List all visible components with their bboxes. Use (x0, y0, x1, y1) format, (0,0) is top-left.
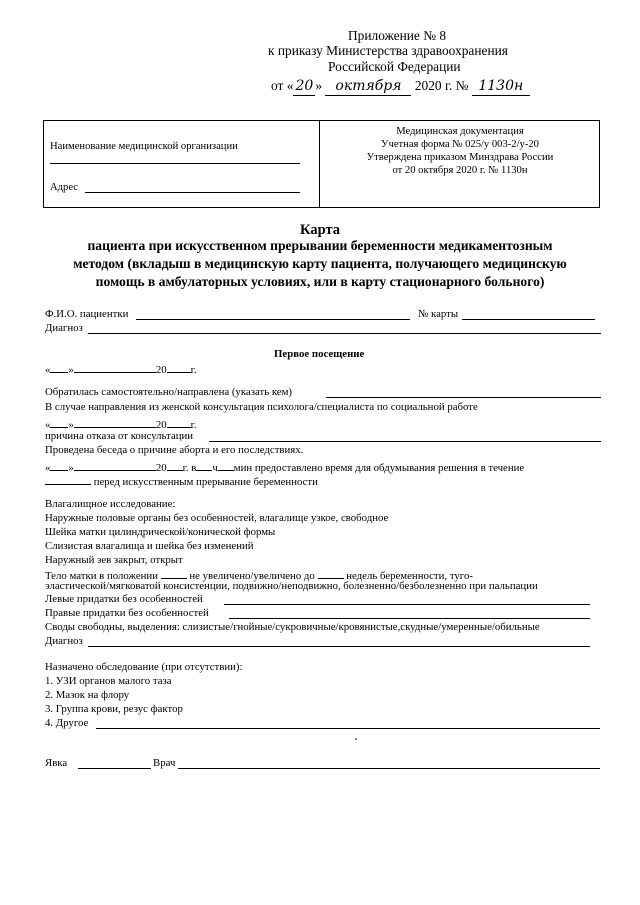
diagnosis-label: Диагноз (45, 322, 83, 334)
decision-period-row (45, 472, 318, 489)
year-suffix: г. (190, 364, 197, 376)
time-g-in: г. в (182, 462, 197, 474)
uterus-size-label: не увеличено/увеличено до (189, 570, 315, 582)
visit-label: Явка (45, 757, 68, 769)
year-suffix: г. (190, 419, 197, 431)
minute-label: мин предоставлено время для обдумывания решения в течение (233, 462, 525, 474)
form-meta (320, 125, 600, 177)
meta-line-1: Медицинская документация (396, 126, 524, 137)
uterus-consistency: эластической/мягковатой консистенции, подвижно/неподвижно, болезненно/безболезненно при пальпации (45, 580, 538, 592)
exam-item-blood-group: 3. Группа крови, резус фактор (45, 703, 183, 715)
appendix-number: Приложение № 8 (348, 28, 447, 43)
diagnosis2-line[interactable] (88, 646, 590, 647)
exam-os: Наружный зев закрыт, открыт (45, 554, 183, 566)
exam-cervix: Шейка матки цилиндрической/конической формы (45, 526, 276, 538)
first-visit-date (45, 360, 197, 377)
date-prefix: от « (271, 78, 294, 93)
refusal-line[interactable] (209, 441, 601, 442)
date-open-quote: « (45, 419, 51, 431)
date-quote-close: » (315, 78, 323, 93)
org-name-line[interactable] (50, 163, 300, 164)
period-blank[interactable] (45, 472, 91, 485)
day-blank[interactable] (50, 415, 68, 428)
left-adnexa-line[interactable] (224, 604, 590, 605)
card-subtitle-1: пациента при искусственном прерывании беременности медикаментозным (87, 238, 553, 253)
diagnosis-line[interactable] (88, 333, 601, 334)
date-open-quote: « (45, 462, 51, 474)
handwritten-day: 20 (293, 78, 315, 96)
card-subtitle-2: методом (вкладыш в медицинскую карту пациента, получающего медицинскую (73, 256, 567, 271)
exam-item-other-label: 4. Другое (45, 717, 89, 729)
exam-external-organs: Наружные половые органы без особенностей, влагалище узкое, свободное (45, 512, 389, 524)
century-label: 20 (155, 462, 167, 474)
fornices-text: Своды свободны, выделения: слизистые/гнойные/сукровичные/кровянистые,скудные/умеренные/обильные (45, 621, 540, 633)
card-number-label: № карты (418, 308, 459, 320)
minute-blank[interactable] (218, 458, 234, 471)
consultation-line: В случае направления из женской консультация психолога/специалиста по социальной работе (45, 401, 478, 413)
order-date-line (271, 77, 530, 96)
card-number-line[interactable] (462, 319, 595, 320)
exam-heading: Влагалищное исследование: (45, 498, 176, 510)
card-title: Карта (300, 222, 340, 238)
exam-item-smear: 2. Мазок на флору (45, 689, 130, 701)
org-name-label: Наименование медицинской организации (50, 141, 238, 152)
century-label: 20 (155, 419, 167, 431)
right-adnexa-label: Правые придатки без особенностей (45, 607, 209, 619)
year-blank[interactable] (167, 360, 191, 373)
meta-line-2: Учетная форма № 025/у 003-2/у-20 (381, 139, 539, 150)
weeks-label: недель беременности, туго- (346, 570, 473, 582)
day-blank[interactable] (50, 458, 68, 471)
address-line[interactable] (85, 192, 300, 193)
first-visit-heading: Первое посещение (274, 348, 365, 360)
exam-mucosa: Слизистая влагалища и шейка без изменений (45, 540, 254, 552)
refusal-label: причина отказа от консультации (45, 430, 194, 442)
day-blank[interactable] (50, 360, 68, 373)
date-open-quote: « (45, 364, 51, 376)
century-label: 20 (155, 364, 167, 376)
uterus-position-blank[interactable] (161, 566, 187, 579)
month-blank[interactable] (74, 458, 156, 471)
patient-name-label: Ф.И.О. пациентки (45, 308, 129, 320)
date-close-quote: » (68, 364, 74, 376)
weeks-blank[interactable] (318, 566, 344, 579)
visit-line[interactable] (78, 768, 151, 769)
header-box (43, 120, 600, 208)
conversation-text: Проведена беседа о причине аборта и его последствиях. (45, 444, 304, 456)
address-label: Адрес (50, 182, 79, 193)
federation-line: Российской Федерации (328, 59, 461, 74)
hour-blank[interactable] (196, 458, 212, 471)
left-adnexa-label: Левые придатки без особенностей (45, 593, 203, 605)
exam-item-ultrasound: 1. УЗИ органов малого таза (45, 675, 172, 687)
date-close-quote: » (68, 419, 74, 431)
exam-item-other-line[interactable] (96, 728, 600, 729)
referral-line[interactable] (326, 397, 601, 398)
uterus-position-label: Тело матки в положении (45, 570, 158, 582)
exams-heading: Назначено обследование (при отсутствии): (45, 661, 243, 673)
handwritten-order-number: 1130н (472, 78, 530, 96)
date-close-quote: » (68, 462, 74, 474)
referral-label: Обратилась самостоятельно/направлена (указать кем) (45, 386, 293, 398)
meta-line-4: от 20 октября 2020 г. № 1130н (392, 165, 528, 176)
order-line: к приказу Министерства здравоохранения (268, 43, 508, 58)
hour-label: ч (212, 462, 218, 474)
month-blank[interactable] (74, 360, 156, 373)
year-blank[interactable] (167, 458, 183, 471)
diagnosis2-label: Диагноз (45, 635, 83, 647)
scan-speck (355, 738, 357, 740)
meta-line-3: Утверждена приказом Минздрава России (366, 152, 554, 163)
handwritten-month: октября (325, 78, 411, 96)
right-adnexa-line[interactable] (229, 618, 590, 619)
month-blank[interactable] (74, 415, 156, 428)
doctor-label: Врач (153, 757, 176, 769)
patient-name-line[interactable] (136, 319, 410, 320)
order-year: 2020 г. № (414, 78, 469, 93)
doctor-line[interactable] (178, 768, 600, 769)
year-blank[interactable] (167, 415, 191, 428)
before-abortion-text: перед искусственным прерывание беременности (93, 476, 318, 488)
card-subtitle-3: помощь в амбулаторных условиях, или в карту стационарного больного) (95, 274, 545, 289)
